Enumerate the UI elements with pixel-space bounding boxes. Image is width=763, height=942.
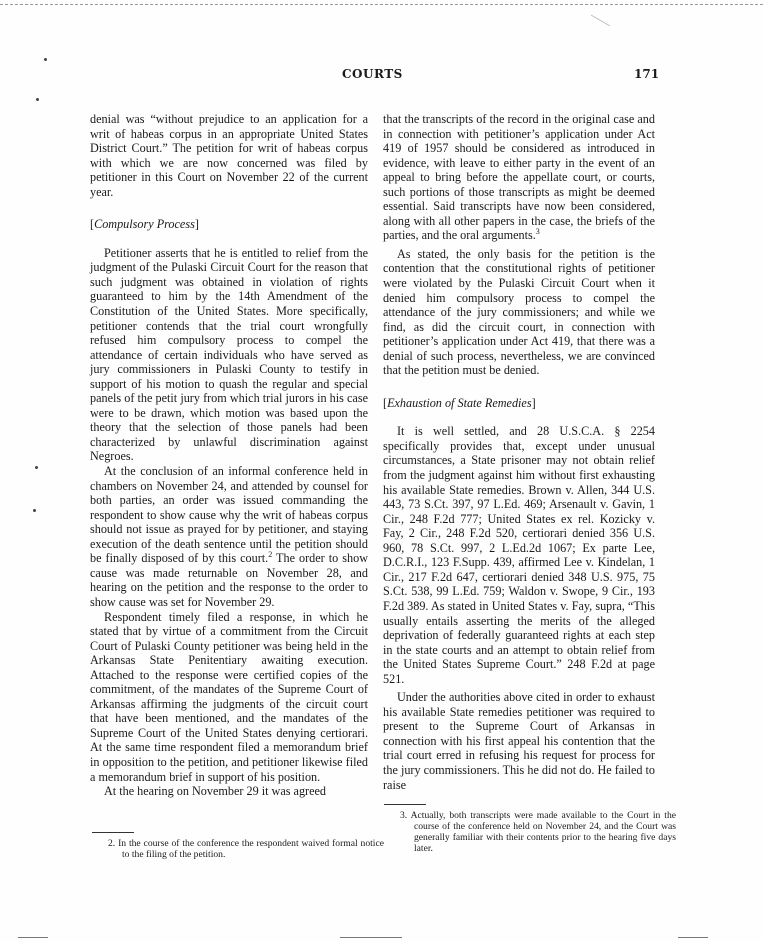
section-heading-text: Compulsory Process bbox=[94, 217, 195, 232]
scan-speck bbox=[35, 466, 38, 469]
paragraph-text: At the conclusion of an informal conference held in chambers on November 24, and attended by counsel for both parties, an order was issued commanding the respondent to show cause why the writ of habeas corpus should not issue as prayed for by petitioner, and staying execution of the death sentence until the petition should be finally disposed of by this court. bbox=[90, 464, 368, 566]
scan-speck bbox=[44, 58, 47, 61]
paragraph: denial was “without prejudice to an application for a writ of habeas corpus in an appropriate United States District Court.” The petition for writ of habeas corpus with which we are now concerned was filed by petitioner in this Court on November 22 of the current year. bbox=[90, 112, 368, 199]
paragraph-text: that the transcripts of the record in the original case and in connection with petitioner’s application under Act 419 of 1957 should be considered as introduced in evidence, with leave to either party in the event of an appeal to bring before the appellate court, or courts, such portions of those transcripts as might be deemed essential. Said transcripts have now been considered, along with all other papers in the case, the briefs of the parties, and the oral arguments. bbox=[383, 112, 655, 243]
section-heading-compulsory-process: [Compulsory Process] bbox=[90, 217, 199, 232]
footnote-rule bbox=[92, 832, 134, 833]
paragraph: At the hearing on November 29 it was agreed bbox=[104, 784, 327, 799]
footnote-rule bbox=[384, 804, 426, 805]
page-number: 171 bbox=[634, 67, 660, 81]
paragraph: Respondent timely filed a response, in which he stated that by virtue of a commitment from the Circuit Court of Pulaski County petitioner was being held in the Arkansas State Penitentiary awaiting execution. Attached to the response were certified copies of the commitment, of the mandates of the Supreme Court of Arkansas affirming the judgments of the circuit court that have been mentioned, and the mandates of the Supreme Court of the United States denying certiorari. At the same time respondent filed a memorandum brief in opposition to the petition, and petitioner likewise filed a memorandum brief in support of his position. bbox=[90, 609, 368, 784]
section-heading-exhaustion: [Exhaustion of State Remedies] bbox=[383, 395, 536, 410]
paragraph bbox=[383, 112, 655, 243]
right-column bbox=[383, 112, 655, 792]
paragraph: As stated, the only basis for the petition is the contention that the constitutional rights of petitioner were violated by the Pulaski Circuit Court when it denied him compulsory process to compel the attendance of the jury commissioners; and while we find, as did the circuit court, in connection with petitioner’s application under Act 419, that there was a denial of such process, nevertheless, we are convinced that the petition must be denied. bbox=[383, 246, 655, 378]
footnote-ref[interactable]: 2 bbox=[268, 550, 273, 560]
scan-speck bbox=[36, 98, 39, 101]
corner-scan-mark bbox=[590, 14, 612, 28]
section-heading-text: Exhaustion of State Remedies bbox=[387, 395, 532, 410]
left-column bbox=[90, 112, 368, 799]
footnote-3: 3. Actually, both transcripts were made available to the Court in the course of the conference held on November 24, and the Court was generally familiar with their contents prior to the hearing five days later. bbox=[400, 810, 676, 854]
scan-speck bbox=[33, 509, 36, 512]
paragraph: It is well settled, and 28 U.S.C.A. § 2254 specifically provides that, except under unusual circumstances, a State prisoner may not obtain relief from the judgment against him without first exhausting his available State remedies. Brown v. Allen, 344 U.S. 443, 73 S.Ct. 397, 97 L.Ed. 469; Arsenault v. Gavin, 1 Cir., 248 F.2d 777; United States ex rel. Kozicky v. Fay, 2 Cir., 248 F.2d 520, certiorari denied 356 U.S. 960, 78 S.Ct. 997, 2 L.Ed.2d 1067; Ex parte Lee, D.C.R.I., 123 F.Supp. 439, affirmed Lee v. Kindelan, 1 Cir., 217 F.2d 647, certiorari denied 348 U.S. 975, 75 S.Ct. 538, 99 L.Ed. 759; Waldon v. Swope, 9 Cir., 193 F.2d 389. As stated in United States v. Fay, supra, “This usually entails asserting the merits of the alleged deprivation of federally guaranteed rights at each step in the state courts and an attempt to obtain relief from the United States Supreme Court.” 248 F.2d at page 521. bbox=[383, 424, 655, 686]
paragraph: Under the authorities above cited in order to exhaust his available State remedies petitioner was required to present to the Supreme Court of Arkansas in connection with his first appeal his contention that the trial court erred in refusing his request for process for the jury commissioners. This he did not do. He failed to raise bbox=[383, 690, 655, 792]
running-head-title: COURTS bbox=[342, 67, 403, 81]
paragraph-text: The order to show cause was made returnable on November 28, and hearing on the petition and the response to the order to show cause was set for November 29. bbox=[90, 551, 369, 609]
bottom-edge-mark bbox=[340, 937, 402, 938]
top-dashed-edge bbox=[0, 4, 763, 5]
paragraph bbox=[90, 464, 368, 609]
bottom-edge-mark bbox=[18, 937, 48, 938]
footnote-ref[interactable]: 3 bbox=[535, 227, 540, 237]
footnote-2: 2. In the course of the conference the respondent waived formal notice to the filing of the petition. bbox=[108, 838, 384, 860]
bottom-edge-mark bbox=[678, 937, 708, 938]
paragraph: Petitioner asserts that he is entitled to relief from the judgment of the Pulaski Circuit Court for the reason that such judgment was obtained in violation of rights guaranteed to him by the 14th Amendment of the Constitution of the United States. More specifically, petitioner contends that the trial court wrongfully refused him compulsory process to compel the attendance of certain individuals who have served as jury commissioners in Pulaski County to testify in support of his motion to quash the regular and special panels of the petit jury from which trial jurors in his case were to be drawn, which motion was based upon the theory that the selection of those panels had been characterized by unlawful discrimination against Negroes. bbox=[90, 245, 368, 464]
